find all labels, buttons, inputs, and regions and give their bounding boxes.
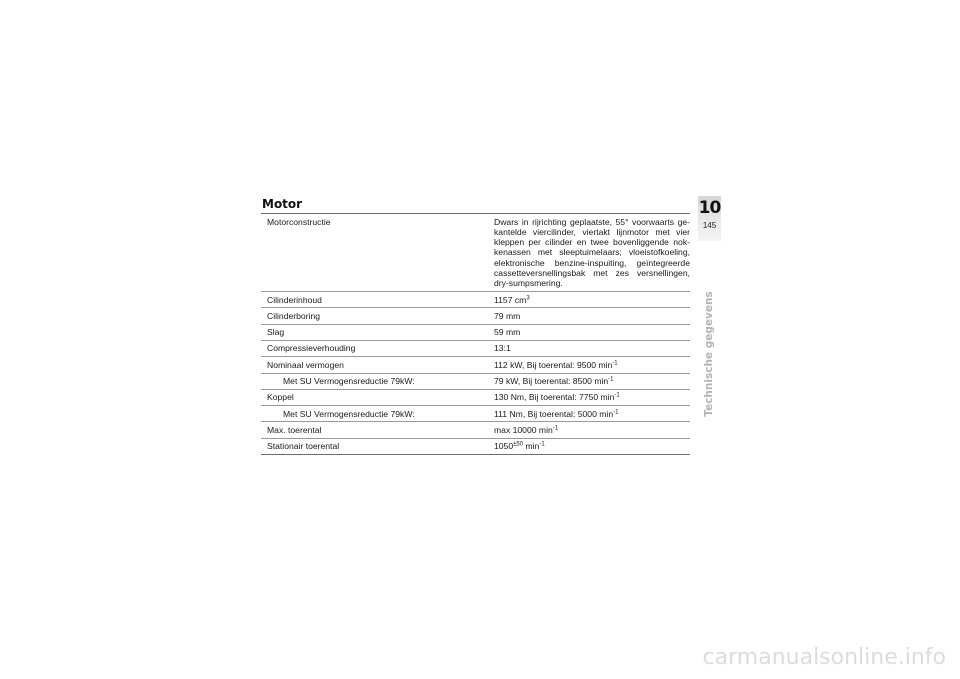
spec-value xyxy=(491,292,690,308)
spec-row-motorconstructie xyxy=(261,214,690,292)
spec-unit-exponent: -1 xyxy=(552,425,559,432)
spec-row-max-toerental xyxy=(261,422,690,438)
spec-label: Stationair toerental xyxy=(267,441,340,452)
spec-label: Max. toerental xyxy=(267,424,322,435)
spec-value xyxy=(491,324,690,340)
spec-unit-exponent: -1 xyxy=(613,409,619,416)
spec-unit-exponent: -1 xyxy=(539,441,545,448)
spec-label: Met SU Vermogensreductie 79kW: xyxy=(283,408,415,419)
spec-value xyxy=(491,373,690,389)
spec-value-unit: min xyxy=(523,441,540,452)
spec-value-text: Dwars in rijrichting geplaatste, 55° voorwaarts ge-kantelde viercilinder, viertakt lijnmotor met vier kleppen per cilinder en twee bovenliggende nok-kenassen met sleeptuimelaars; vloeistofkoeling, elektronische benzine-inspuiting, geïntegreerde cassetteversnellingsbak met zes versnellingen, dry-sumpsmering. xyxy=(494,216,690,289)
spec-value-text: 79 kW, Bij toerental: 8500 min xyxy=(494,376,609,387)
spec-row-koppel-su xyxy=(261,406,690,422)
spec-value-text: 59 mm xyxy=(494,327,521,338)
spec-label: Cilinderinhoud xyxy=(267,294,322,305)
spec-value xyxy=(491,340,690,356)
section-title: Motor xyxy=(262,197,303,211)
spec-value xyxy=(491,214,690,292)
spec-value-text: 1050 xyxy=(494,441,514,452)
spec-value xyxy=(491,389,690,405)
spec-tolerance: ±50 xyxy=(513,441,524,448)
spec-value-text: max 10000 min xyxy=(494,424,553,435)
spec-unit-exponent: -1 xyxy=(612,360,618,367)
spec-label: Nominaal vermogen xyxy=(267,359,344,370)
spec-row-slag xyxy=(261,324,690,340)
spec-value-text: 112 kW, Bij toerental: 9500 min xyxy=(494,359,613,370)
spec-label: Slag xyxy=(267,327,285,338)
spec-row-koppel xyxy=(261,389,690,405)
spec-value xyxy=(491,422,690,438)
spec-value-text: 111 Nm, Bij toerental: 5000 min xyxy=(494,408,614,419)
page-number: 145 xyxy=(702,221,717,230)
spec-value xyxy=(491,357,690,373)
spec-label: Motorconstructie xyxy=(267,216,331,227)
spec-row-cilinderinhoud xyxy=(261,292,690,308)
spec-value-text: 130 Nm, Bij toerental: 7750 min xyxy=(494,392,615,403)
spec-label: Cilinderboring xyxy=(267,310,321,321)
spec-value-text: 13:1 xyxy=(494,343,511,354)
spec-unit-exponent: -1 xyxy=(614,392,620,399)
chapter-side-label: Technische gegevens xyxy=(703,291,715,417)
spec-row-stationair-toerental xyxy=(261,438,690,454)
spec-row-cilinderboring xyxy=(261,308,690,324)
spec-row-vermogen-su xyxy=(261,373,690,389)
spec-value-text: 1157 cm xyxy=(494,294,527,305)
spec-label: Met SU Vermogensreductie 79kW: xyxy=(283,376,415,387)
spec-label: Koppel xyxy=(267,392,294,403)
spec-unit-exponent: -1 xyxy=(608,376,614,383)
chapter-number: 10 xyxy=(698,198,721,218)
spec-value xyxy=(491,308,690,324)
spec-row-nominaal-vermogen xyxy=(261,357,690,373)
spec-row-compressieverhouding xyxy=(261,340,690,356)
chapter-tab xyxy=(698,196,721,241)
spec-table xyxy=(261,213,690,455)
spec-value xyxy=(491,438,690,454)
spec-value-text: 79 mm xyxy=(494,310,521,321)
watermark: carmanualsonline.info xyxy=(702,645,946,670)
spec-unit-exponent: 3 xyxy=(526,295,530,302)
spec-label: Compressieverhouding xyxy=(267,343,356,354)
spec-value xyxy=(491,406,690,422)
